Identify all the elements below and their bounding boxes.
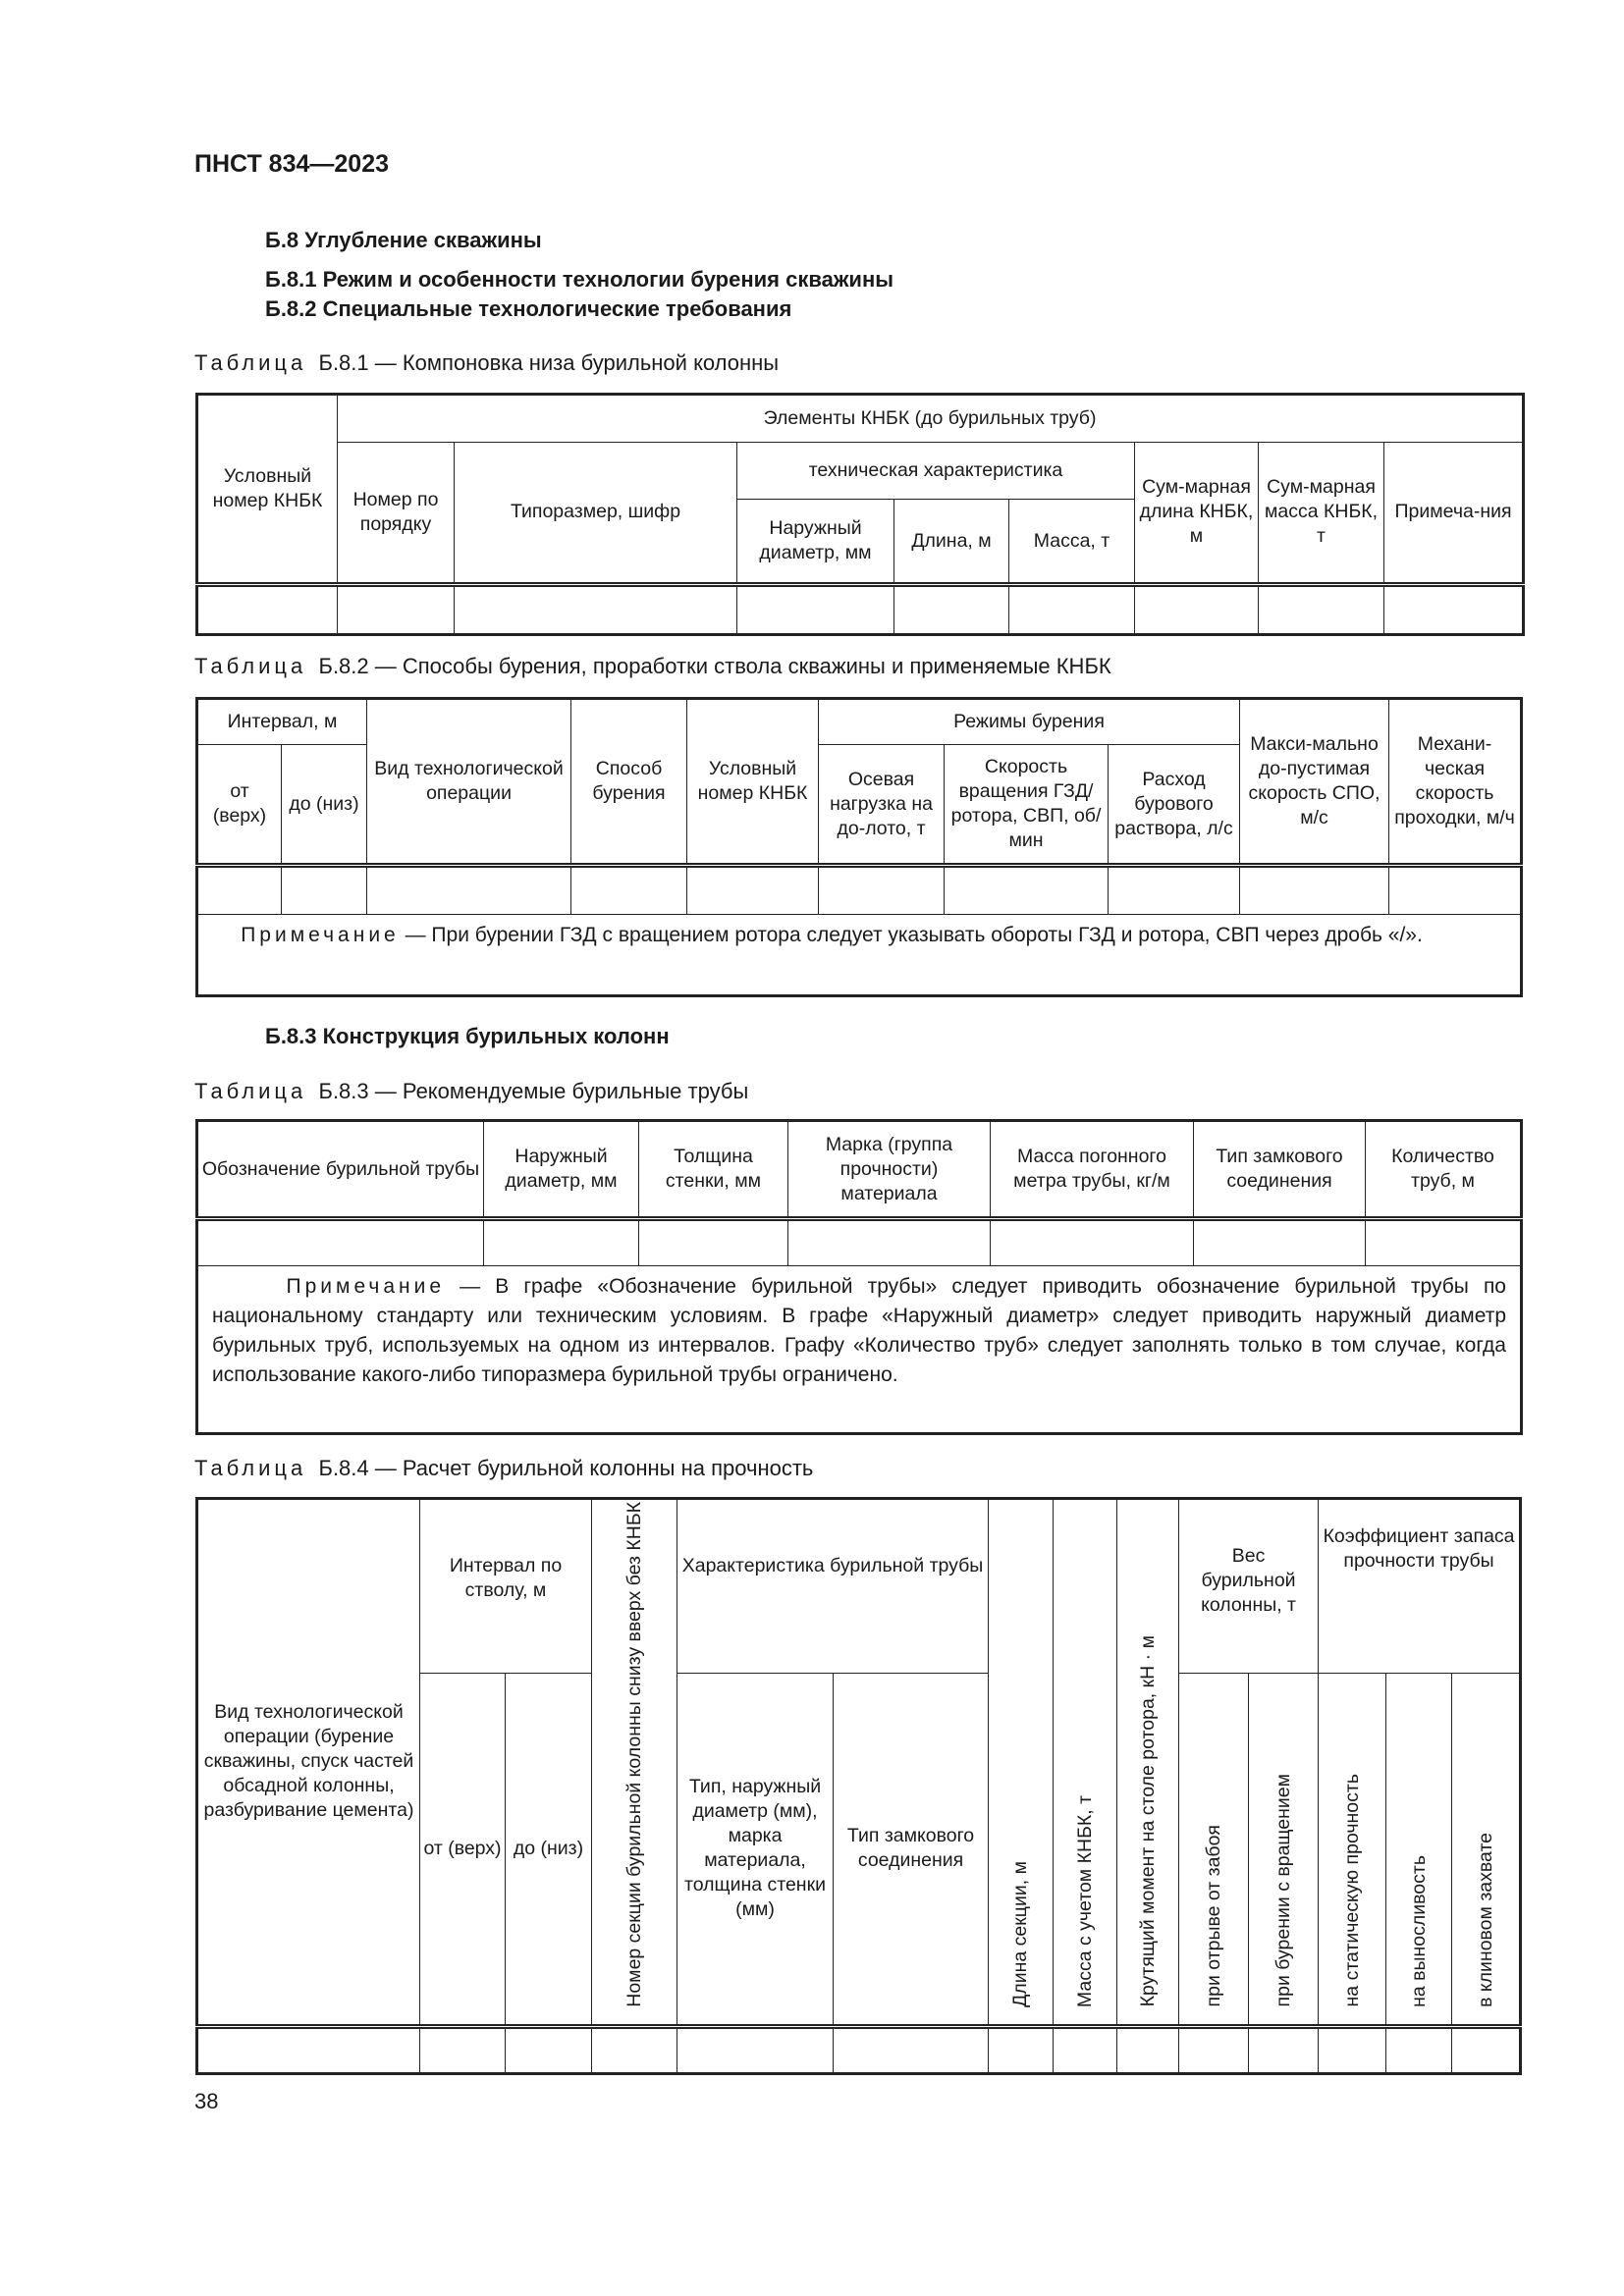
- col-header-vertical: Длина секции, м: [1009, 1860, 1032, 2007]
- col-header: Вес бурильной колонны, т: [1179, 1499, 1319, 1674]
- col-header-vertical: при бурении с вращением: [1272, 1774, 1294, 2007]
- section-b81: Б.8.1 Режим и особенности технологии бурения скважины: [265, 267, 894, 292]
- table-caption-4: [194, 1456, 813, 1481]
- col-header: Сум-марная масса КНБК, т: [1259, 442, 1384, 585]
- caption-text: Б.8.1 — Компоновка низа бурильной колонны: [318, 350, 780, 375]
- col-header: Толщина стенки, мм: [639, 1121, 788, 1219]
- col-header: Обозначение бурильной трубы: [197, 1121, 484, 1219]
- page-number: 38: [194, 2089, 219, 2113]
- col-header-vertical: Номер секции бурильной колонны снизу вверх без КНБК: [623, 1502, 646, 2007]
- col-header: Примеча-ния: [1384, 442, 1524, 585]
- table-row: [197, 1219, 1522, 1266]
- caption-text: Б.8.3 — Рекомендуемые бурильные трубы: [318, 1079, 749, 1103]
- col-header: Элементы КНБК (до бурильных труб): [338, 395, 1524, 443]
- table-caption-1: [194, 350, 779, 376]
- col-header: Вид технологической операции (бурение скважины, спуск частей обсадной колонны, разбуривание цемента): [197, 1499, 420, 2027]
- col-header: Макси-мально до-пустимая скорость СПО, м/с: [1240, 699, 1389, 866]
- col-header-vertical: Крутящий момент на столе ротора, кН · м: [1136, 1635, 1159, 2007]
- col-header-vertical: в клиновом захвате: [1474, 1832, 1496, 2007]
- table-b82: [195, 697, 1523, 997]
- col-header-vertical: Масса с учетом КНБК, т: [1073, 1794, 1096, 2007]
- col-header: до (низ): [506, 1673, 592, 2026]
- col-header: Осевая нагрузка на до-лото, т: [819, 745, 945, 866]
- col-header: от (верх): [420, 1673, 506, 2026]
- col-header: Длина, м: [894, 500, 1009, 585]
- caption-text: Б.8.2 — Способы бурения, проработки ствола скважины и применяемые КНБК: [318, 654, 1111, 678]
- col-header-vertical: при отрыве от забоя: [1202, 1825, 1224, 2007]
- table-caption-3: [194, 1079, 748, 1104]
- col-header: от (верх): [197, 745, 282, 866]
- col-header: Количество труб, м: [1366, 1121, 1522, 1219]
- table-note: [197, 1266, 1522, 1434]
- col-header: Марка (группа прочности) материала: [788, 1121, 991, 1219]
- col-header: Тип замкового соединения: [1194, 1121, 1366, 1219]
- note-text: — В графе «Обозначение бурильной трубы» следует приводить обозначение бурильной трубы по национальному стандарту или техническим условиям. В графе «Наружный диаметр» следует приводить наружный диаметр бурильных труб, используемых на одном из интервалов. Графу «Количество труб» следует заполнять только в том случае, когда использование какого-либо типоразмера бурильной трубы ограничено.: [212, 1275, 1506, 1386]
- col-header: Наружный диаметр, мм: [737, 500, 894, 585]
- section-b83: Б.8.3 Конструкция бурильных колонн: [265, 1024, 670, 1048]
- col-header: Интервал, м: [197, 699, 367, 745]
- col-header: Условный номер КНБК: [197, 395, 338, 585]
- note-label: Примечание: [241, 924, 400, 946]
- col-header-vertical: на статическую прочность: [1340, 1774, 1363, 2007]
- note-text: — При бурении ГЗД с вращением ротора следует указывать обороты ГЗД и ротора, СВП через дробь «/».: [399, 924, 1423, 946]
- col-header: Расход бурового раствора, л/с: [1109, 745, 1240, 866]
- table-row: [197, 2026, 1521, 2073]
- table-note: [197, 915, 1522, 996]
- col-header: техническая характеристика: [737, 442, 1135, 500]
- col-header: Механи-ческая скорость проходки, м/ч: [1389, 699, 1522, 866]
- col-header: Масса погонного метра трубы, кг/м: [991, 1121, 1194, 1219]
- table-b84: [195, 1497, 1522, 2075]
- table-b83: [195, 1119, 1523, 1435]
- section-b82: Б.8.2 Специальные технологические требования: [265, 296, 792, 321]
- col-header-vertical: на выносливость: [1407, 1854, 1430, 2007]
- col-header: Сум-марная длина КНБК, м: [1135, 442, 1259, 585]
- col-header: Скорость вращения ГЗД/ротора, СВП, об/мин: [945, 745, 1109, 866]
- col-header: Номер по порядку: [338, 442, 455, 585]
- table-caption-2: [194, 654, 1111, 679]
- col-header: Тип, наружный диаметр (мм), марка материала, толщина стенки (мм): [677, 1673, 834, 2026]
- table-word: Таблица: [194, 654, 307, 678]
- table-word: Таблица: [194, 1079, 307, 1103]
- col-header: Тип замкового соединения: [834, 1673, 989, 2026]
- table-row: [197, 866, 1522, 915]
- table-word: Таблица: [194, 350, 307, 375]
- col-header: до (низ): [282, 745, 367, 866]
- col-header: Условный номер КНБК: [687, 699, 819, 866]
- col-header: Режимы бурения: [819, 699, 1240, 745]
- table-word: Таблица: [194, 1456, 307, 1480]
- col-header: Интервал по стволу, м: [420, 1499, 592, 1674]
- table-row: [197, 585, 1524, 635]
- section-b8: Б.8 Углубление скважины: [265, 228, 542, 252]
- col-header: Масса, т: [1009, 500, 1135, 585]
- col-header: Наружный диаметр, мм: [484, 1121, 639, 1219]
- document-id: ПНСТ 834—2023: [194, 150, 389, 178]
- col-header: Характеристика бурильной трубы: [677, 1499, 989, 1674]
- note-label: Примечание: [286, 1275, 446, 1298]
- col-header: Коэффициент запаса прочности трубы: [1319, 1499, 1521, 1674]
- col-header: Способ бурения: [571, 699, 687, 866]
- col-header: Типоразмер, шифр: [455, 442, 737, 585]
- col-header: Вид технологической операции: [367, 699, 571, 866]
- caption-text: Б.8.4 — Расчет бурильной колонны на прочность: [318, 1456, 814, 1480]
- table-b81: [195, 393, 1525, 636]
